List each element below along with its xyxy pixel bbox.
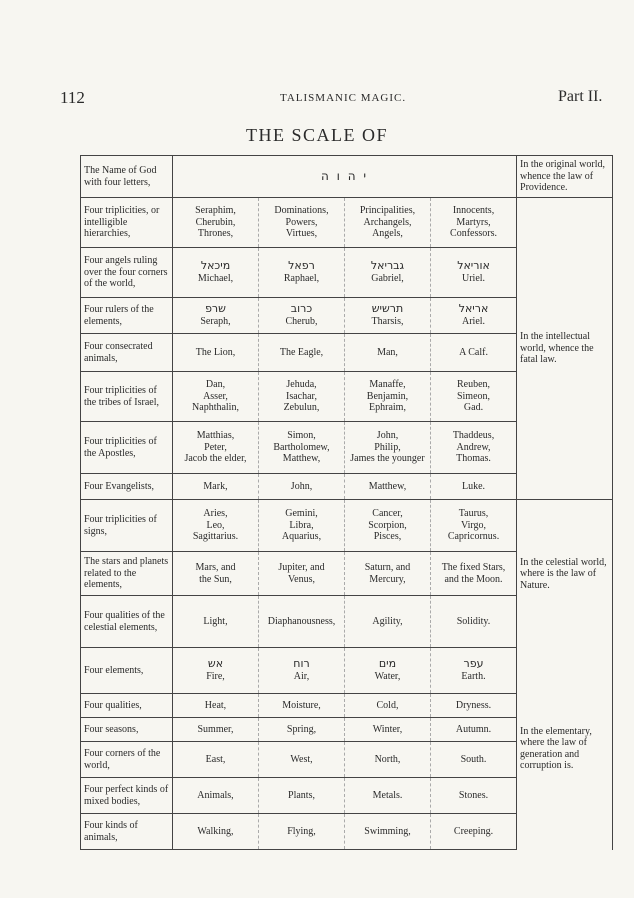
cell-line: Capricornus. [447, 531, 500, 543]
cell-line: Tharsis, [371, 316, 404, 328]
cell-line: The fixed Stars, [441, 562, 506, 573]
table-cell [259, 198, 345, 248]
cell-line: Stones. [458, 789, 489, 801]
cell-line: Gabriel, [371, 273, 404, 285]
table-cell [173, 500, 259, 552]
cell-line: Venus, [288, 573, 315, 585]
table-cell [345, 198, 431, 248]
table-cell [431, 334, 517, 372]
cell-line: Agility, [372, 615, 403, 627]
table-cell [173, 298, 259, 334]
table-cell [345, 334, 431, 372]
cell-line: The Lion, [195, 346, 236, 358]
row-label: Four triplicities of the tribes of Israel, [81, 372, 173, 422]
table-cell [431, 248, 517, 298]
table-cell [431, 372, 517, 422]
hebrew-name: אש [207, 657, 224, 671]
table-cell [259, 298, 345, 334]
table-cell [259, 648, 345, 694]
hebrew-name: שרפ [205, 302, 226, 316]
row-label: Four rulers of the elements, [81, 298, 173, 334]
cell-line: Taurus, [458, 508, 489, 520]
table-cell [173, 596, 259, 648]
side-note-elementary: In the elementary, where the law of generation and corruption is. [517, 648, 613, 850]
row-label: Four consecrated animals, [81, 334, 173, 372]
table-cell [173, 648, 259, 694]
table-cell [259, 500, 345, 552]
table-cell [259, 596, 345, 648]
hebrew-name: רפאל [288, 259, 315, 273]
cell-line: Principalities, [359, 205, 416, 217]
cell-line: Jacob the elder, [184, 453, 247, 465]
cell-line: Sagittarius. [192, 531, 239, 543]
side-note-intellectual: In the intellectual world, whence the fatal law. [517, 198, 613, 500]
table-row [81, 198, 613, 248]
cell-line: John, [376, 430, 399, 442]
cell-line: Spring, [286, 723, 317, 735]
cell-line: Aquarius, [281, 531, 322, 543]
table-cell [431, 596, 517, 648]
cell-line: Cherubin, [195, 216, 236, 228]
cell-line: Powers, [285, 216, 318, 228]
row-label: Four triplicities, or intelligible hierarchies, [81, 198, 173, 248]
table-cell [259, 474, 345, 500]
table-cell [173, 422, 259, 474]
cell-line: Andrew, [456, 441, 491, 453]
table-cell [345, 596, 431, 648]
row-label: Four qualities, [81, 694, 173, 718]
cell-line: Winter, [372, 723, 403, 735]
cell-line: Solidity. [456, 615, 491, 627]
cell-line: Earth. [461, 671, 486, 683]
table-cell [259, 372, 345, 422]
table-cell [431, 298, 517, 334]
table-cell [173, 742, 259, 778]
cell-line: Seraph, [200, 316, 231, 328]
cell-line: Virtues, [285, 228, 318, 240]
cell-line: Angels, [372, 228, 403, 240]
cell-line: Leo, [206, 519, 225, 531]
table-row [81, 500, 613, 552]
table-cell [173, 248, 259, 298]
cell-line: Jupiter, and [278, 562, 325, 573]
row-label: Four triplicities of signs, [81, 500, 173, 552]
cell-line: A Calf. [459, 346, 488, 358]
table-cell [345, 694, 431, 718]
cell-line: Reuben, [456, 379, 491, 391]
cell-line: Moisture, [282, 699, 321, 711]
cell-line: Ephraim, [369, 402, 406, 414]
table-cell [431, 500, 517, 552]
cell-line: Swimming, [364, 825, 411, 837]
cell-line: Plants, [288, 789, 315, 801]
cell-line: Fire, [206, 671, 225, 683]
cell-line: Matthew, [368, 480, 407, 492]
cell-line: Animals, [197, 789, 234, 801]
cell-line: East, [205, 753, 226, 765]
cell-line: Benjamin, [366, 390, 409, 402]
table-cell [431, 422, 517, 474]
cell-line: Heat, [204, 699, 227, 711]
cell-line: The Eagle, [279, 346, 324, 358]
cell-line: and the Moon. [444, 573, 503, 585]
running-head: TALISMANIC MAGIC. [280, 92, 407, 104]
side-note-celestial: In the celestial world, where is the law of Nature. [517, 500, 613, 648]
cell-line: Mercury, [369, 573, 406, 585]
table-cell [431, 778, 517, 814]
cell-line: Peter, [204, 441, 227, 453]
table-cell [173, 474, 259, 500]
cell-line: Water, [374, 671, 401, 683]
cell-line: Scorpion, [368, 519, 407, 531]
table-cell [259, 694, 345, 718]
table-cell [259, 778, 345, 814]
cell-line: Jehuda, [286, 379, 317, 391]
cell-line: James the younger [350, 453, 425, 465]
page-number: 112 [60, 88, 85, 107]
cell-line: Martyrs, [456, 216, 491, 228]
cell-line: Libra, [289, 519, 314, 531]
table-cell [259, 742, 345, 778]
hebrew-name: גבריאל [370, 259, 405, 273]
table-cell [431, 648, 517, 694]
table-cell [173, 778, 259, 814]
table-cell [345, 372, 431, 422]
cell-line: Metals. [372, 789, 403, 801]
cell-line: Autumn. [455, 723, 492, 735]
cell-line: Luke. [461, 480, 486, 492]
table-cell [431, 694, 517, 718]
cell-line: Cherub, [285, 316, 318, 328]
cell-line: Seraphim, [195, 205, 236, 217]
cell-line: Dryness. [455, 699, 492, 711]
cell-line: Summer, [197, 723, 234, 735]
table-cell [259, 422, 345, 474]
cell-line: Michael, [197, 273, 234, 285]
row-label: The Name of God with four letters, [81, 156, 173, 198]
table-cell [173, 814, 259, 850]
page-title: THE SCALE OF [245, 125, 388, 145]
hebrew-name: אריאל [458, 302, 489, 316]
cell-line: Dan, [205, 379, 226, 391]
table-cell [431, 552, 517, 596]
cell-line: the Sun, [199, 573, 232, 585]
row-label: Four triplicities of the Apostles, [81, 422, 173, 474]
cell-line: South. [460, 753, 487, 765]
cell-line: Virgo, [460, 519, 487, 531]
tetragrammaton: י ה ו ה [173, 156, 517, 198]
table-cell [431, 814, 517, 850]
cell-line: West, [290, 753, 313, 765]
side-note-original: In the original world, whence the law of Providence. [517, 156, 613, 198]
hebrew-name: עפר [463, 657, 484, 671]
row-label: Four angels ruling over the four corners of the world, [81, 248, 173, 298]
table-cell [345, 422, 431, 474]
cell-line: Cold, [376, 699, 399, 711]
table-cell [173, 552, 259, 596]
table-cell [345, 718, 431, 742]
cell-line: John, [290, 480, 313, 492]
cell-line: Asser, [203, 390, 228, 402]
table-cell [345, 248, 431, 298]
cell-line: Philip, [374, 441, 401, 453]
hebrew-name: כרוב [290, 302, 313, 316]
table-cell [173, 334, 259, 372]
cell-line: Thomas. [456, 453, 491, 465]
table-cell [173, 718, 259, 742]
table-cell [345, 814, 431, 850]
cell-line: Uriel. [461, 273, 486, 285]
cell-line: Creeping. [453, 825, 494, 837]
cell-line: Archangels, [363, 216, 412, 228]
cell-line: Light, [203, 615, 228, 627]
hebrew-name: מיכאל [200, 259, 231, 273]
cell-line: Saturn, and [364, 562, 411, 573]
cell-line: Man, [377, 346, 398, 358]
cell-line: Pisces, [373, 531, 402, 543]
cell-line: Aries, [203, 508, 228, 520]
table-cell [173, 694, 259, 718]
table-cell [431, 742, 517, 778]
cell-line: Cancer, [372, 508, 403, 520]
cell-line: Bartholomew, [273, 441, 330, 453]
table-cell [259, 552, 345, 596]
cell-line: Isachar, [286, 390, 317, 402]
table-cell [431, 198, 517, 248]
cell-line: Mars, and [195, 562, 236, 573]
hebrew-name: תרשיש [371, 302, 404, 316]
cell-line: Naphthalin, [192, 402, 239, 414]
cell-line: Zebulun, [283, 402, 320, 414]
cell-line: Air, [293, 671, 310, 683]
row-label: Four corners of the world, [81, 742, 173, 778]
row-label: Four kinds of animals, [81, 814, 173, 850]
cell-line: Thaddeus, [452, 430, 495, 442]
table-cell [345, 298, 431, 334]
hebrew-name: אוריאל [457, 259, 490, 273]
cell-line: Simeon, [456, 390, 491, 402]
table-row [81, 648, 613, 694]
cell-line: Matthew, [282, 453, 321, 465]
table-cell [259, 814, 345, 850]
table-cell [259, 718, 345, 742]
row-label: Four seasons, [81, 718, 173, 742]
cell-line: Ariel. [461, 316, 486, 328]
hebrew-name: מים [378, 657, 397, 671]
table-cell [345, 500, 431, 552]
row-label: Four perfect kinds of mixed bodies, [81, 778, 173, 814]
table-cell [345, 648, 431, 694]
table-cell [345, 742, 431, 778]
part-label: Part II. [558, 88, 603, 105]
cell-line: Mark, [203, 480, 228, 492]
table-cell [345, 474, 431, 500]
table-row [81, 156, 613, 198]
scale-table [80, 155, 613, 850]
cell-line: Confessors. [450, 228, 497, 240]
cell-line: Thrones, [197, 228, 234, 240]
cell-line: Innocents, [452, 205, 495, 217]
table-cell [345, 778, 431, 814]
cell-line: North, [374, 753, 401, 765]
table-cell [259, 334, 345, 372]
table-cell [173, 198, 259, 248]
cell-line: Raphael, [283, 273, 320, 285]
cell-line: Manaffe, [369, 379, 406, 391]
cell-line: Flying, [287, 825, 316, 837]
table-cell [259, 248, 345, 298]
table-cell [431, 718, 517, 742]
table-cell [345, 552, 431, 596]
cell-line: Gad. [463, 402, 484, 414]
cell-line: Gemini, [285, 508, 318, 520]
cell-line: Dominations, [274, 205, 329, 217]
cell-line: Diaphanousness, [267, 615, 336, 627]
hebrew-name: רוח [293, 657, 310, 671]
table-cell [173, 372, 259, 422]
row-label: The stars and planets related to the elements, [81, 552, 173, 596]
table-cell [431, 474, 517, 500]
cell-line: Walking, [197, 825, 234, 837]
row-label: Four elements, [81, 648, 173, 694]
row-label: Four Evangelists, [81, 474, 173, 500]
cell-line: Matthias, [196, 430, 235, 442]
row-label: Four qualities of the celestial elements, [81, 596, 173, 648]
cell-line: Simon, [287, 430, 316, 442]
